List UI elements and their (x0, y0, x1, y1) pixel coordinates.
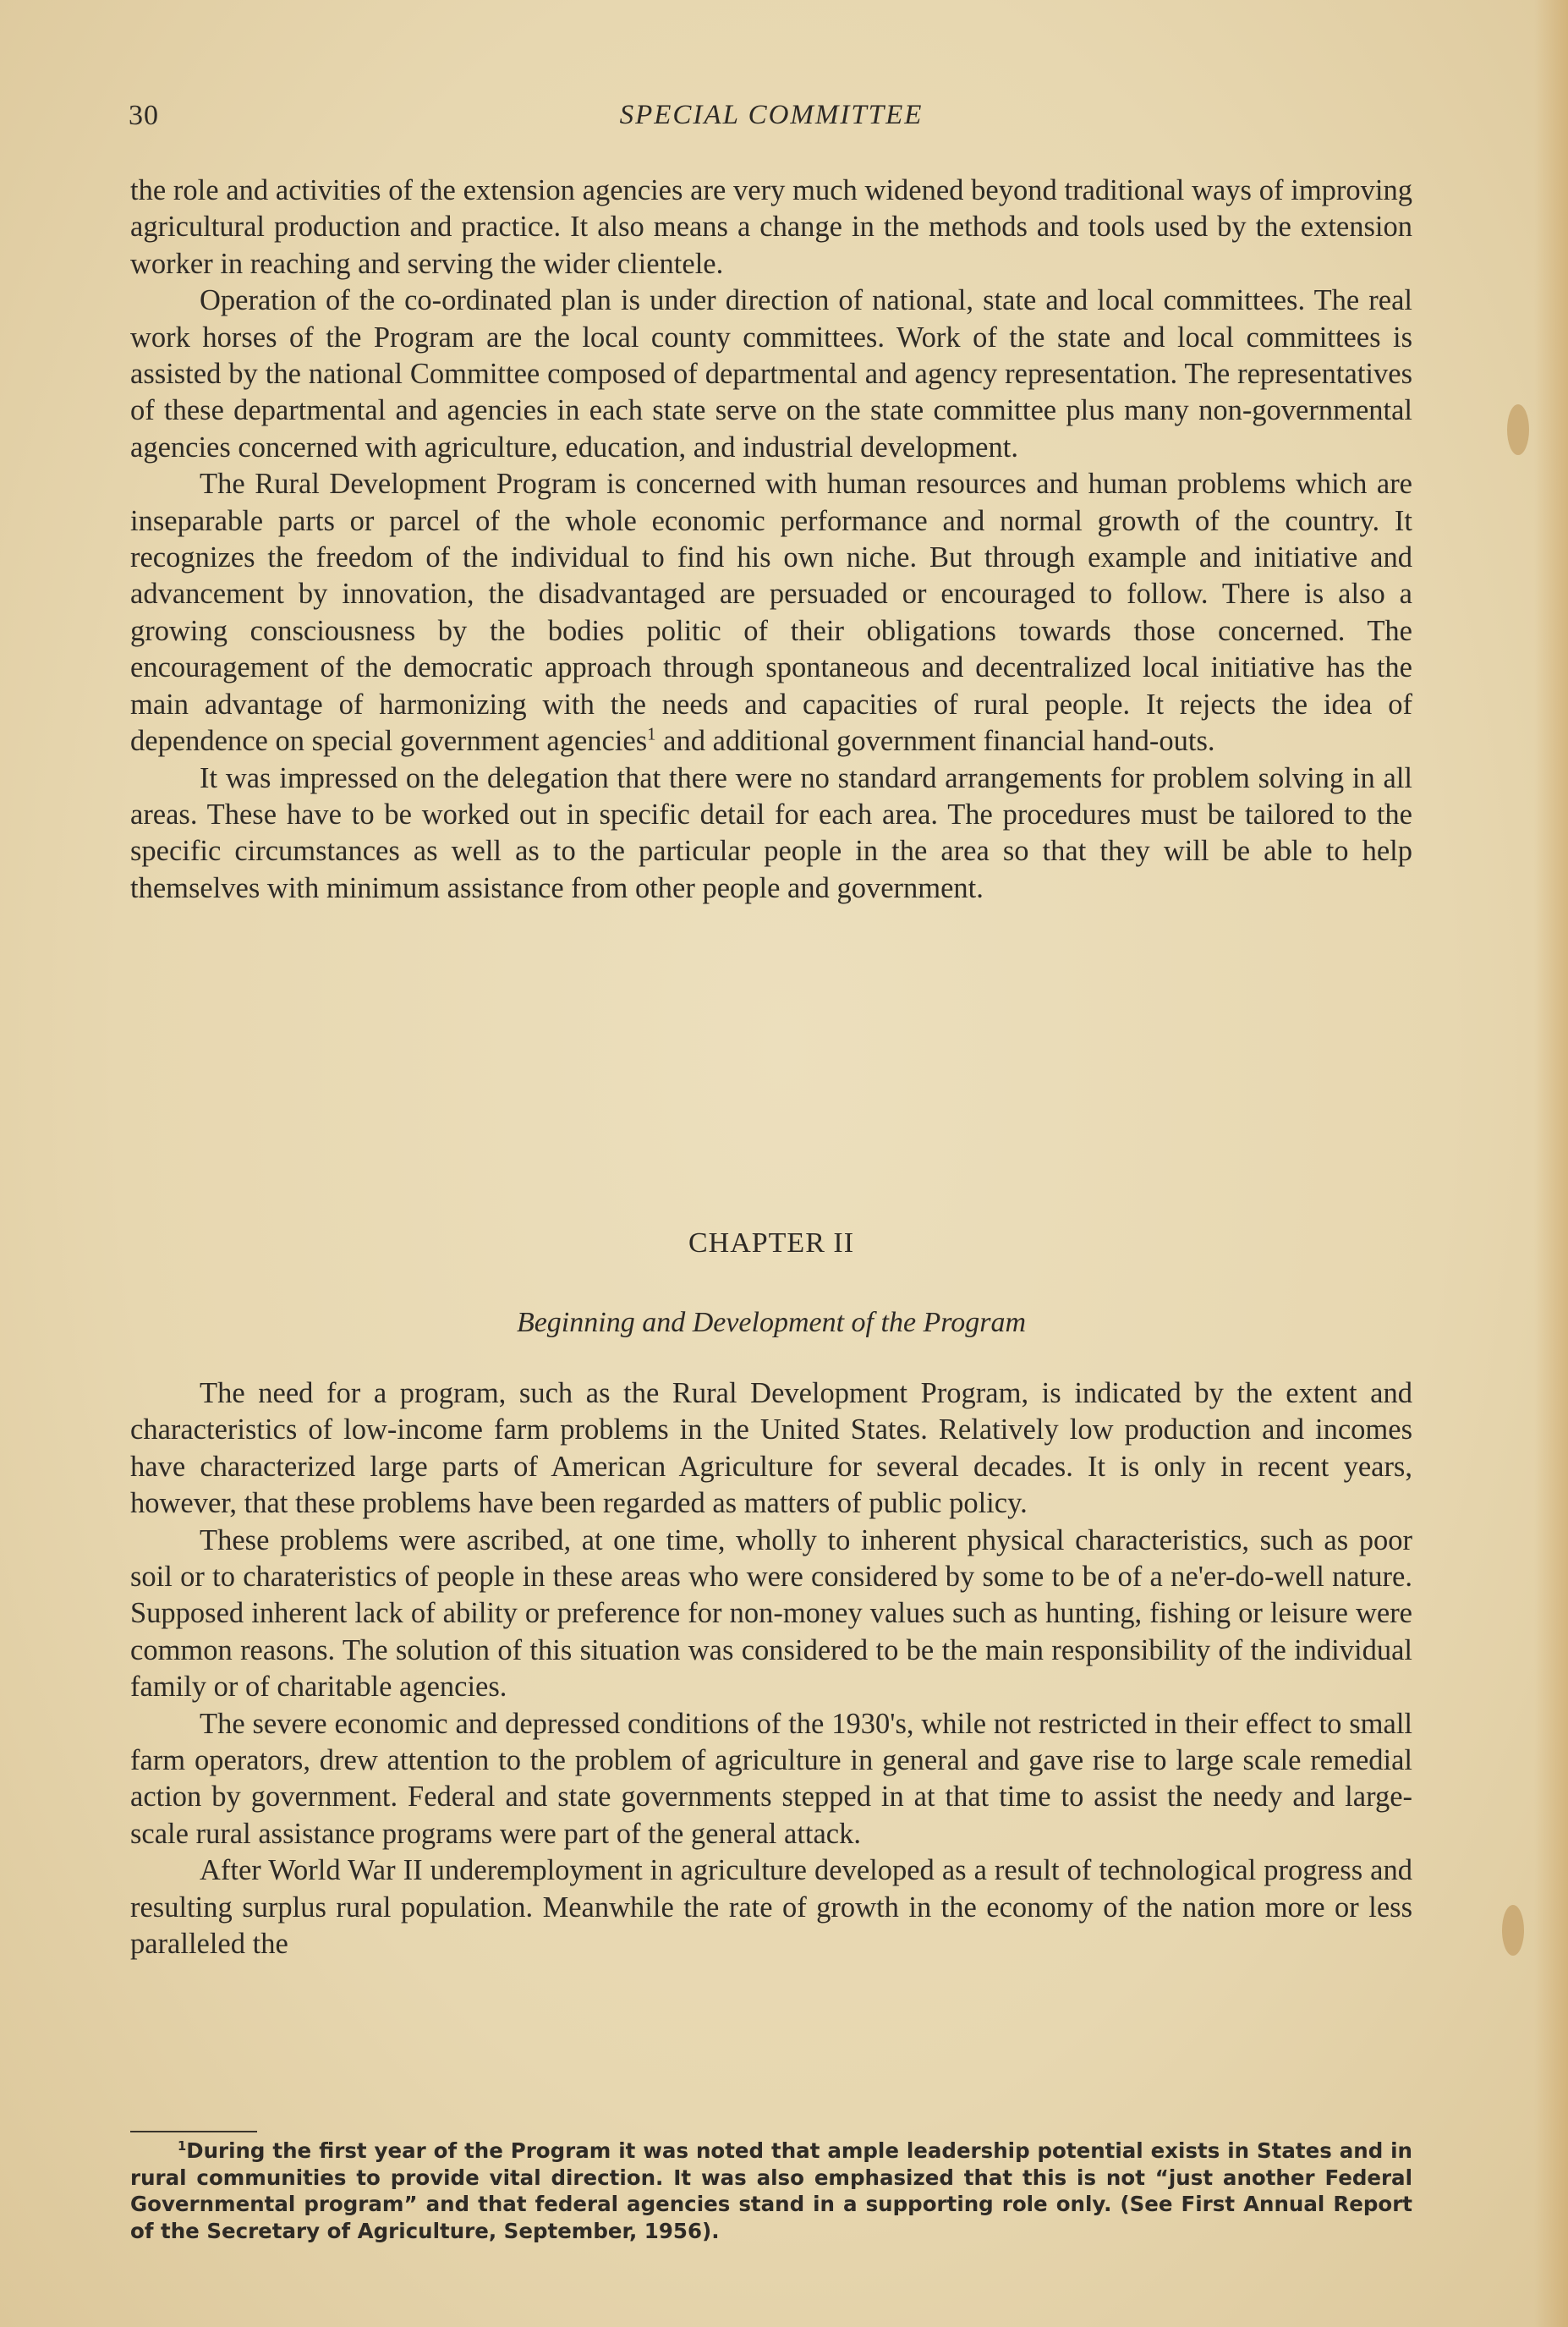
body-section-2 (130, 1375, 1412, 1963)
chapter-heading-block (130, 1227, 1412, 1339)
body-section-1 (130, 173, 1412, 907)
paragraph (130, 466, 1412, 760)
paragraph: Operation of the co-ordinated plan is under direction of national, state and local committees. The real work horses of the Program are the local county committees. Work of the state and local committees is assisted by the national Committee composed of departmental and agency representation. The representatives of these departmental and agencies in each state serve on the state committee plus many non-governmental agencies concerned with agriculture, education, and industrial development. (130, 284, 1412, 464)
running-head: SPECIAL COMMITTEE (619, 100, 924, 130)
footnote (130, 2138, 1412, 2244)
chapter-subtitle: Beginning and Development of the Program (516, 1307, 1027, 1338)
page-number: 30 (129, 100, 159, 131)
page-edge-shading (1534, 0, 1568, 2327)
paragraph: The severe economic and depressed conditions of the 1930's, while not restricted in their effect to small farm operators, drew attention to the problem of agriculture in general and gave rise to large scale remedial action by government. Federal and state governments stepped in at that time to assist the needy and large-scale rural assistance programs were part of the general attack. (130, 1707, 1412, 1850)
paragraph: It was impressed on the delegation that there were no standard arrangements for problem solving in all areas. These have to be worked out in specific detail for each area. The procedures must be tailored to the specific circumstances as well as to the particular people in the area so that they will be able to help themselves with minimum assistance from other people and government. (130, 761, 1412, 904)
paragraph: The need for a program, such as the Rural Development Program, is indicated by the extent and characteristics of low-income farm problems in the United States. Relatively low production and incomes have characterized large parts of American Agriculture for several decades. It is only in recent years, however, that these problems have been regarded as matters of public policy. (130, 1377, 1412, 1520)
paragraph: After World War II underemployment in agriculture developed as a result of technological progress and resulting surplus rural population. Meanwhile the rate of growth in the economy of the nation more or less paralleled the (130, 1854, 1412, 1961)
footnote-reference: 1 (647, 725, 656, 744)
paragraph: the role and activities of the extension agencies are very much widened beyond traditional ways of improving agricultural production and practice. It also means a change in the methods and tools used by the extension worker in reaching and serving the wider clientele. (130, 174, 1412, 280)
page-header (129, 100, 1414, 137)
binding-mark-bottom (1502, 1905, 1524, 1956)
footnote-text: During the first year of the Program it was noted that ample leadership potential exists in States and in rural communities to provide vital direction. It was also emphasized that this is not “just another Federal Governmental program” and that federal agencies stand in a supporting role only. (See First Annual Report of the Secretary of Agriculture, September, 1956). (130, 2138, 1412, 2243)
footnote-marker: 1 (178, 2138, 187, 2154)
paragraph-text: The Rural Development Program is concerned with human resources and human problems which are inseparable parts or parcel of the whole economic performance and normal growth of the country. It recognizes the freedom of the individual to find his own niche. But through example and initiative and advancement by innovation, the disadvantaged are persuaded or encouraged to follow. There is also a growing consciousness by the bodies politic of their obligations towards those concerned. The encouragement of the democratic approach through spontaneous and decentralized local initiative has the main advantage of harmonizing with the needs and capacities of rural people. It rejects the idea of dependence on special government agencies (130, 468, 1412, 758)
paragraph-text-tail: and additional government financial hand-outs. (655, 725, 1215, 758)
binding-mark-top (1507, 404, 1529, 455)
paragraph: These problems were ascribed, at one time, wholly to inherent physical characteristics, such as poor soil or to charateristics of people in these areas who were considered by some to be of a ne'er-do-well nature. Supposed inherent lack of ability or preference for non-money values such as hunting, fishing or leisure were common reasons. The solution of this situation was considered to be the main responsibility of the individual family or of charitable agencies. (130, 1523, 1412, 1704)
chapter-heading: CHAPTER II (688, 1227, 855, 1259)
footnote-divider (130, 2131, 257, 2132)
